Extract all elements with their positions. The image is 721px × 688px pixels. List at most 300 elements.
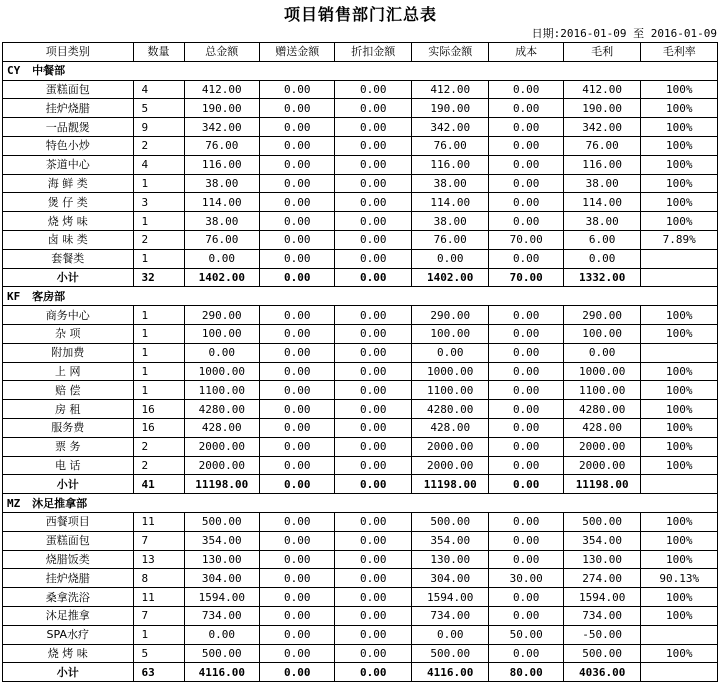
actual-cell: 1100.00 [411, 381, 489, 400]
table-row [3, 381, 718, 400]
qty-cell: 4 [133, 80, 184, 99]
qty-cell: 4 [133, 155, 184, 174]
total-cell: 4280.00 [184, 400, 259, 419]
col-header-gift: 赠送金额 [260, 43, 335, 62]
qty-cell: 1 [133, 362, 184, 381]
gift-cell: 0.00 [260, 136, 335, 155]
cost-cell: 0.00 [489, 588, 563, 607]
actual-cell: 500.00 [411, 512, 489, 531]
qty-cell: 16 [133, 400, 184, 419]
actual-cell: 500.00 [411, 644, 489, 663]
actual-cell: 76.00 [411, 230, 489, 249]
actual-cell: 1000.00 [411, 362, 489, 381]
subtotal-actual-cell: 4116.00 [411, 663, 489, 682]
cost-cell: 0.00 [489, 118, 563, 137]
rate-cell: 100% [641, 588, 718, 607]
actual-cell: 0.00 [411, 249, 489, 268]
category-cell: 西餐项目 [3, 512, 134, 531]
profit-cell: 342.00 [563, 118, 641, 137]
total-cell: 76.00 [184, 230, 259, 249]
discount-cell: 0.00 [335, 437, 411, 456]
table-row [3, 437, 718, 456]
qty-cell: 2 [133, 456, 184, 475]
gift-cell: 0.00 [260, 306, 335, 325]
category-cell: 杂 项 [3, 324, 134, 343]
profit-cell: 100.00 [563, 324, 641, 343]
subtotal-cost-cell: 80.00 [489, 663, 563, 682]
subtotal-discount-cell: 0.00 [335, 663, 411, 682]
rate-cell: 100% [641, 174, 718, 193]
table-row [3, 644, 718, 663]
profit-cell: 0.00 [563, 343, 641, 362]
report-title: 项目销售部门汇总表 [283, 5, 437, 24]
category-cell: 蛋糕面包 [3, 80, 134, 99]
profit-cell: 76.00 [563, 136, 641, 155]
subtotal-actual-cell: 11198.00 [411, 475, 489, 494]
rate-cell: 90.13% [641, 569, 718, 588]
date-from: 2016-01-09 [560, 27, 627, 40]
subtotal-profit-cell: 1332.00 [563, 268, 641, 287]
department-header [3, 61, 134, 80]
actual-cell: 0.00 [411, 343, 489, 362]
cost-cell: 0.00 [489, 324, 563, 343]
table-row [3, 230, 718, 249]
actual-cell: 734.00 [411, 606, 489, 625]
category-cell: 挂炉烧腊 [3, 99, 134, 118]
discount-cell: 0.00 [335, 531, 411, 550]
profit-cell: 290.00 [563, 306, 641, 325]
table-row [3, 512, 718, 531]
total-cell: 1100.00 [184, 381, 259, 400]
category-cell: 附加费 [3, 343, 134, 362]
total-cell: 130.00 [184, 550, 259, 569]
gift-cell: 0.00 [260, 381, 335, 400]
profit-cell: 274.00 [563, 569, 641, 588]
discount-cell: 0.00 [335, 249, 411, 268]
discount-cell: 0.00 [335, 80, 411, 99]
total-cell: 500.00 [184, 512, 259, 531]
subtotal-qty-cell: 41 [133, 475, 184, 494]
rate-cell: 100% [641, 512, 718, 531]
profit-cell: 500.00 [563, 512, 641, 531]
subtotal-rate-cell [641, 663, 718, 682]
date-to: 2016-01-09 [650, 27, 717, 40]
profit-cell: 114.00 [563, 193, 641, 212]
actual-cell: 0.00 [411, 625, 489, 644]
qty-cell: 8 [133, 569, 184, 588]
department-header [3, 494, 134, 513]
rate-cell [641, 625, 718, 644]
qty-cell: 11 [133, 512, 184, 531]
rate-cell: 100% [641, 531, 718, 550]
total-cell: 190.00 [184, 99, 259, 118]
total-cell: 342.00 [184, 118, 259, 137]
table-row [3, 193, 718, 212]
profit-cell: 116.00 [563, 155, 641, 174]
category-cell: 特色小炒 [3, 136, 134, 155]
actual-cell: 304.00 [411, 569, 489, 588]
department-code: MZ [7, 496, 21, 510]
cost-cell: 0.00 [489, 155, 563, 174]
total-cell: 0.00 [184, 249, 259, 268]
rate-cell: 100% [641, 155, 718, 174]
rate-cell: 100% [641, 437, 718, 456]
gift-cell: 0.00 [260, 456, 335, 475]
category-cell: 沐足推拿 [3, 606, 134, 625]
discount-cell: 0.00 [335, 99, 411, 118]
qty-cell: 1 [133, 324, 184, 343]
subtotal-qty-cell: 63 [133, 663, 184, 682]
gift-cell: 0.00 [260, 437, 335, 456]
qty-cell: 16 [133, 418, 184, 437]
profit-cell: 428.00 [563, 418, 641, 437]
actual-cell: 1594.00 [411, 588, 489, 607]
actual-cell: 100.00 [411, 324, 489, 343]
total-cell: 0.00 [184, 625, 259, 644]
profit-cell: 0.00 [563, 249, 641, 268]
date-range [532, 25, 717, 41]
col-header-qty: 数量 [133, 43, 184, 62]
table-row [3, 212, 718, 231]
table-row [3, 531, 718, 550]
rate-cell [641, 343, 718, 362]
table-row [3, 588, 718, 607]
department-header-row [3, 61, 718, 80]
total-cell: 290.00 [184, 306, 259, 325]
total-cell: 1000.00 [184, 362, 259, 381]
department-header-row [3, 287, 718, 306]
subtotal-profit-cell: 4036.00 [563, 663, 641, 682]
table-row [3, 400, 718, 419]
gift-cell: 0.00 [260, 249, 335, 268]
col-header-cost: 成本 [489, 43, 563, 62]
table-row [3, 456, 718, 475]
actual-cell: 354.00 [411, 531, 489, 550]
qty-cell: 7 [133, 531, 184, 550]
gift-cell: 0.00 [260, 174, 335, 193]
subtotal-rate-cell [641, 268, 718, 287]
cost-cell: 0.00 [489, 193, 563, 212]
rate-cell: 100% [641, 381, 718, 400]
table-row [3, 174, 718, 193]
actual-cell: 130.00 [411, 550, 489, 569]
col-header-rate: 毛利率 [641, 43, 718, 62]
total-cell: 38.00 [184, 212, 259, 231]
gift-cell: 0.00 [260, 99, 335, 118]
cost-cell: 0.00 [489, 136, 563, 155]
actual-cell: 342.00 [411, 118, 489, 137]
cost-cell: 0.00 [489, 212, 563, 231]
gift-cell: 0.00 [260, 644, 335, 663]
gift-cell: 0.00 [260, 512, 335, 531]
department-header-fill [133, 61, 717, 80]
total-cell: 2000.00 [184, 437, 259, 456]
col-header-profit: 毛利 [563, 43, 641, 62]
discount-cell: 0.00 [335, 324, 411, 343]
discount-cell: 0.00 [335, 193, 411, 212]
subtotal-rate-cell [641, 475, 718, 494]
department-header-fill [133, 494, 717, 513]
profit-cell: 130.00 [563, 550, 641, 569]
qty-cell: 1 [133, 249, 184, 268]
total-cell: 354.00 [184, 531, 259, 550]
total-cell: 428.00 [184, 418, 259, 437]
category-cell: 卤 味 类 [3, 230, 134, 249]
profit-cell: 734.00 [563, 606, 641, 625]
cost-cell: 0.00 [489, 306, 563, 325]
actual-cell: 114.00 [411, 193, 489, 212]
rate-cell: 100% [641, 136, 718, 155]
gift-cell: 0.00 [260, 230, 335, 249]
table-row [3, 550, 718, 569]
cost-cell: 0.00 [489, 512, 563, 531]
summary-table [2, 42, 718, 682]
qty-cell: 2 [133, 437, 184, 456]
actual-cell: 38.00 [411, 212, 489, 231]
actual-cell: 4280.00 [411, 400, 489, 419]
department-code: CY [7, 64, 21, 78]
gift-cell: 0.00 [260, 343, 335, 362]
category-cell: 茶道中心 [3, 155, 134, 174]
subtotal-cost-cell: 70.00 [489, 268, 563, 287]
discount-cell: 0.00 [335, 155, 411, 174]
total-cell: 0.00 [184, 343, 259, 362]
cost-cell: 0.00 [489, 456, 563, 475]
profit-cell: 412.00 [563, 80, 641, 99]
rate-cell: 100% [641, 400, 718, 419]
table-body [3, 61, 718, 681]
category-cell: 桑拿洗浴 [3, 588, 134, 607]
discount-cell: 0.00 [335, 625, 411, 644]
discount-cell: 0.00 [335, 212, 411, 231]
gift-cell: 0.00 [260, 118, 335, 137]
profit-cell: 4280.00 [563, 400, 641, 419]
category-cell: 商务中心 [3, 306, 134, 325]
total-cell: 1594.00 [184, 588, 259, 607]
subtotal-total-cell: 4116.00 [184, 663, 259, 682]
category-cell: 烧腊饭类 [3, 550, 134, 569]
rate-cell: 100% [641, 118, 718, 137]
gift-cell: 0.00 [260, 606, 335, 625]
qty-cell: 2 [133, 136, 184, 155]
profit-cell: 190.00 [563, 99, 641, 118]
department-name: 客房部 [32, 289, 66, 303]
qty-cell: 11 [133, 588, 184, 607]
category-cell: 电 话 [3, 456, 134, 475]
discount-cell: 0.00 [335, 306, 411, 325]
department-name: 中餐部 [32, 64, 66, 78]
qty-cell: 2 [133, 230, 184, 249]
discount-cell: 0.00 [335, 456, 411, 475]
total-cell: 2000.00 [184, 456, 259, 475]
cost-cell: 0.00 [489, 99, 563, 118]
actual-cell: 38.00 [411, 174, 489, 193]
table-row [3, 155, 718, 174]
discount-cell: 0.00 [335, 644, 411, 663]
actual-cell: 290.00 [411, 306, 489, 325]
category-cell: 上 网 [3, 362, 134, 381]
discount-cell: 0.00 [335, 588, 411, 607]
actual-cell: 116.00 [411, 155, 489, 174]
total-cell: 76.00 [184, 136, 259, 155]
profit-cell: 38.00 [563, 174, 641, 193]
discount-cell: 0.00 [335, 400, 411, 419]
qty-cell: 5 [133, 644, 184, 663]
col-header-category: 项目类别 [3, 43, 134, 62]
rate-cell: 100% [641, 80, 718, 99]
subtotal-total-cell: 11198.00 [184, 475, 259, 494]
subtotal-discount-cell: 0.00 [335, 475, 411, 494]
profit-cell: 1594.00 [563, 588, 641, 607]
total-cell: 304.00 [184, 569, 259, 588]
qty-cell: 1 [133, 343, 184, 362]
discount-cell: 0.00 [335, 569, 411, 588]
category-cell: 蛋糕面包 [3, 531, 134, 550]
cost-cell: 0.00 [489, 418, 563, 437]
table-row [3, 306, 718, 325]
gift-cell: 0.00 [260, 531, 335, 550]
qty-cell: 5 [133, 99, 184, 118]
profit-cell: 38.00 [563, 212, 641, 231]
department-header-row [3, 494, 718, 513]
category-cell: 赔 偿 [3, 381, 134, 400]
discount-cell: 0.00 [335, 343, 411, 362]
subtotal-cost-cell: 0.00 [489, 475, 563, 494]
actual-cell: 428.00 [411, 418, 489, 437]
department-name: 沐足推拿部 [32, 496, 88, 510]
date-separator: 至 [633, 27, 645, 40]
table-row [3, 343, 718, 362]
subtotal-gift-cell: 0.00 [260, 663, 335, 682]
discount-cell: 0.00 [335, 381, 411, 400]
actual-cell: 2000.00 [411, 456, 489, 475]
gift-cell: 0.00 [260, 588, 335, 607]
cost-cell: 0.00 [489, 249, 563, 268]
qty-cell: 3 [133, 193, 184, 212]
cost-cell: 0.00 [489, 400, 563, 419]
table-row [3, 136, 718, 155]
total-cell: 38.00 [184, 174, 259, 193]
profit-cell: 1100.00 [563, 381, 641, 400]
discount-cell: 0.00 [335, 230, 411, 249]
rate-cell: 100% [641, 193, 718, 212]
subtotal-discount-cell: 0.00 [335, 268, 411, 287]
category-cell: 房 租 [3, 400, 134, 419]
discount-cell: 0.00 [335, 606, 411, 625]
table-row [3, 249, 718, 268]
rate-cell: 100% [641, 324, 718, 343]
gift-cell: 0.00 [260, 625, 335, 644]
rate-cell: 7.89% [641, 230, 718, 249]
rate-cell: 100% [641, 212, 718, 231]
qty-cell: 1 [133, 625, 184, 644]
subtotal-label: 小计 [3, 663, 134, 682]
qty-cell: 1 [133, 174, 184, 193]
profit-cell: 2000.00 [563, 437, 641, 456]
gift-cell: 0.00 [260, 193, 335, 212]
cost-cell: 30.00 [489, 569, 563, 588]
rate-cell [641, 249, 718, 268]
gift-cell: 0.00 [260, 569, 335, 588]
subtotal-label: 小计 [3, 268, 134, 287]
actual-cell: 2000.00 [411, 437, 489, 456]
qty-cell: 1 [133, 381, 184, 400]
profit-cell: -50.00 [563, 625, 641, 644]
cost-cell: 0.00 [489, 644, 563, 663]
department-header [3, 287, 134, 306]
subtotal-row [3, 663, 718, 682]
rate-cell: 100% [641, 644, 718, 663]
cost-cell: 0.00 [489, 437, 563, 456]
rate-cell: 100% [641, 456, 718, 475]
table-row [3, 99, 718, 118]
gift-cell: 0.00 [260, 212, 335, 231]
discount-cell: 0.00 [335, 512, 411, 531]
cost-cell: 0.00 [489, 343, 563, 362]
category-cell: 挂炉烧腊 [3, 569, 134, 588]
category-cell: 票 务 [3, 437, 134, 456]
cost-cell: 0.00 [489, 531, 563, 550]
department-code: KF [7, 289, 21, 303]
department-header-fill [133, 287, 717, 306]
rate-cell: 100% [641, 362, 718, 381]
gift-cell: 0.00 [260, 418, 335, 437]
profit-cell: 500.00 [563, 644, 641, 663]
gift-cell: 0.00 [260, 155, 335, 174]
qty-cell: 7 [133, 606, 184, 625]
date-label: 日期: [531, 27, 561, 40]
col-header-actual: 实际金额 [411, 43, 489, 62]
category-cell: 烧 烤 味 [3, 212, 134, 231]
discount-cell: 0.00 [335, 418, 411, 437]
total-cell: 500.00 [184, 644, 259, 663]
col-header-total: 总金额 [184, 43, 259, 62]
category-cell: 煲 仔 类 [3, 193, 134, 212]
actual-cell: 76.00 [411, 136, 489, 155]
actual-cell: 412.00 [411, 80, 489, 99]
gift-cell: 0.00 [260, 400, 335, 419]
table-row [3, 118, 718, 137]
cost-cell: 0.00 [489, 174, 563, 193]
rate-cell: 100% [641, 306, 718, 325]
category-cell: 一品靓煲 [3, 118, 134, 137]
table-row [3, 625, 718, 644]
rate-cell: 100% [641, 606, 718, 625]
total-cell: 412.00 [184, 80, 259, 99]
cost-cell: 0.00 [489, 362, 563, 381]
qty-cell: 9 [133, 118, 184, 137]
subtotal-label: 小计 [3, 475, 134, 494]
rate-cell: 100% [641, 99, 718, 118]
subtotal-row [3, 268, 718, 287]
profit-cell: 354.00 [563, 531, 641, 550]
cost-cell: 70.00 [489, 230, 563, 249]
col-header-discount: 折扣金额 [335, 43, 411, 62]
subtotal-qty-cell: 32 [133, 268, 184, 287]
gift-cell: 0.00 [260, 324, 335, 343]
gift-cell: 0.00 [260, 362, 335, 381]
subtotal-gift-cell: 0.00 [260, 475, 335, 494]
category-cell: 套餐类 [3, 249, 134, 268]
cost-cell: 0.00 [489, 550, 563, 569]
qty-cell: 1 [133, 306, 184, 325]
discount-cell: 0.00 [335, 550, 411, 569]
gift-cell: 0.00 [260, 550, 335, 569]
category-cell: 服务费 [3, 418, 134, 437]
table-row [3, 362, 718, 381]
total-cell: 734.00 [184, 606, 259, 625]
subtotal-total-cell: 1402.00 [184, 268, 259, 287]
